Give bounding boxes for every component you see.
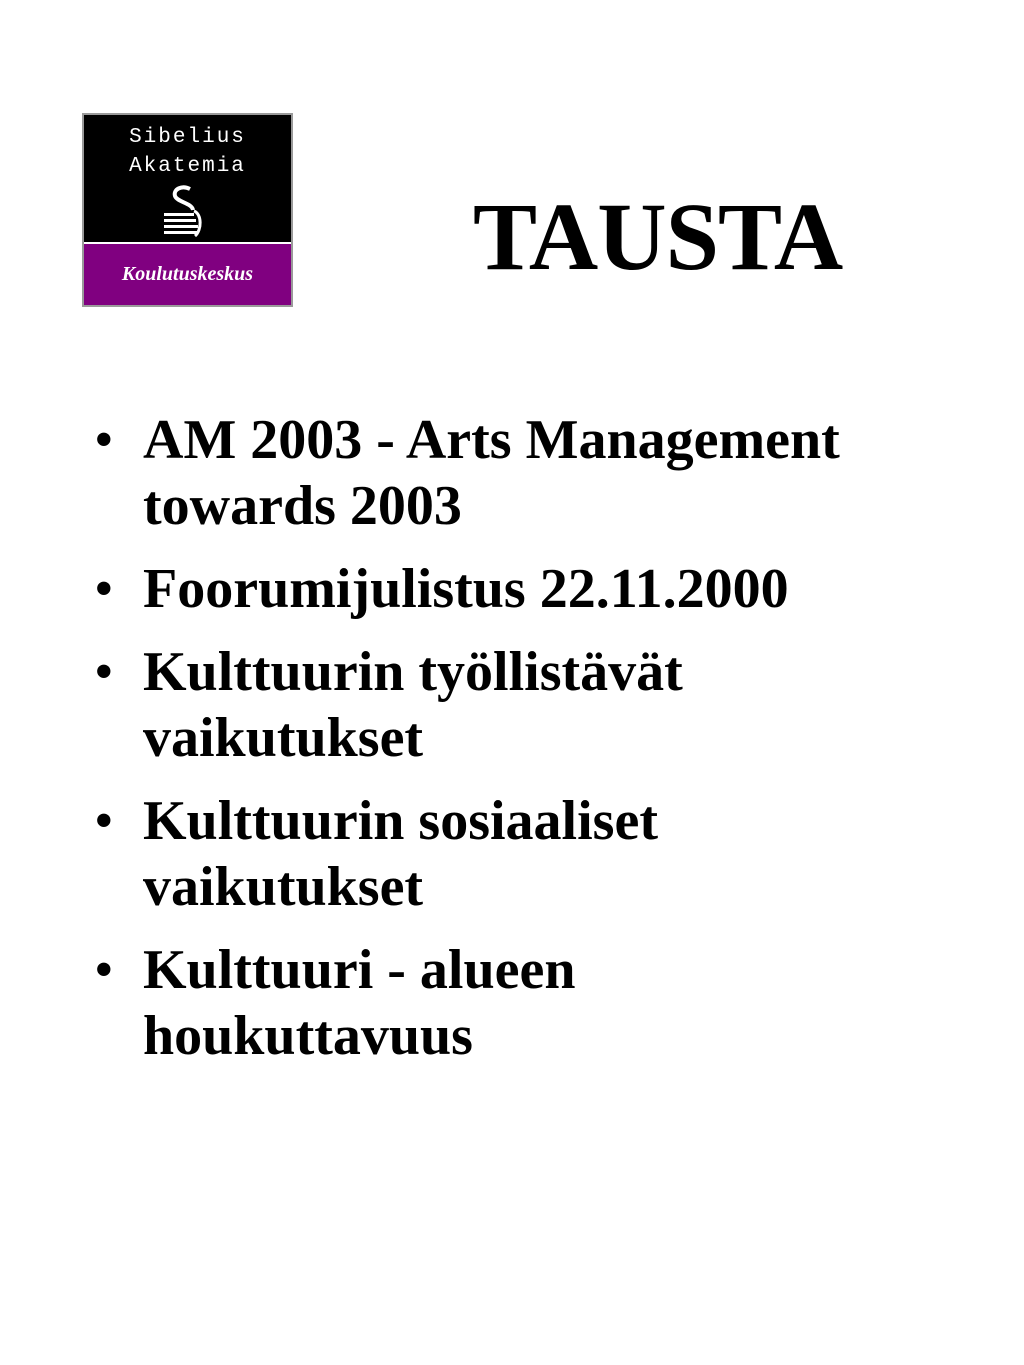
list-item-line1: Foorumijulistus 22.11.2000 <box>143 558 789 620</box>
bullet-icon: • <box>94 409 114 471</box>
harp-s-icon <box>156 183 210 239</box>
list-item <box>0 639 1000 771</box>
list-item <box>0 788 1000 920</box>
bullet-icon: • <box>94 558 114 620</box>
list-item-line1: AM 2003 - Arts Management <box>143 409 840 471</box>
logo-line-akatemia: Akatemia <box>129 155 246 178</box>
bullet-list <box>0 407 1000 1086</box>
list-item-line1: Kulttuurin sosiaaliset <box>143 790 658 852</box>
list-item <box>0 937 1000 1069</box>
logo-koulutuskeskus: Koulutuskeskus <box>121 263 254 285</box>
list-item-line2: vaikutukset <box>143 707 424 769</box>
bullet-icon: • <box>94 641 114 703</box>
list-item-line1: Kulttuurin työllistävät <box>143 641 683 703</box>
sibelius-akatemia-logo <box>82 113 293 307</box>
bullet-icon: • <box>94 939 114 1001</box>
logo-purple-band <box>84 242 291 305</box>
list-item <box>0 556 1000 622</box>
list-item-line2: towards 2003 <box>143 475 462 537</box>
list-item <box>0 407 1000 539</box>
slide-title: TAUSTA <box>473 183 843 290</box>
bullet-icon: • <box>94 790 114 852</box>
logo-line-sibelius: Sibelius <box>129 126 246 149</box>
list-item-line2: houkuttavuus <box>143 1005 473 1067</box>
list-item-line2: vaikutukset <box>143 856 424 918</box>
logo-black-panel <box>84 115 291 241</box>
list-item-line1: Kulttuuri - alueen <box>143 939 576 1001</box>
